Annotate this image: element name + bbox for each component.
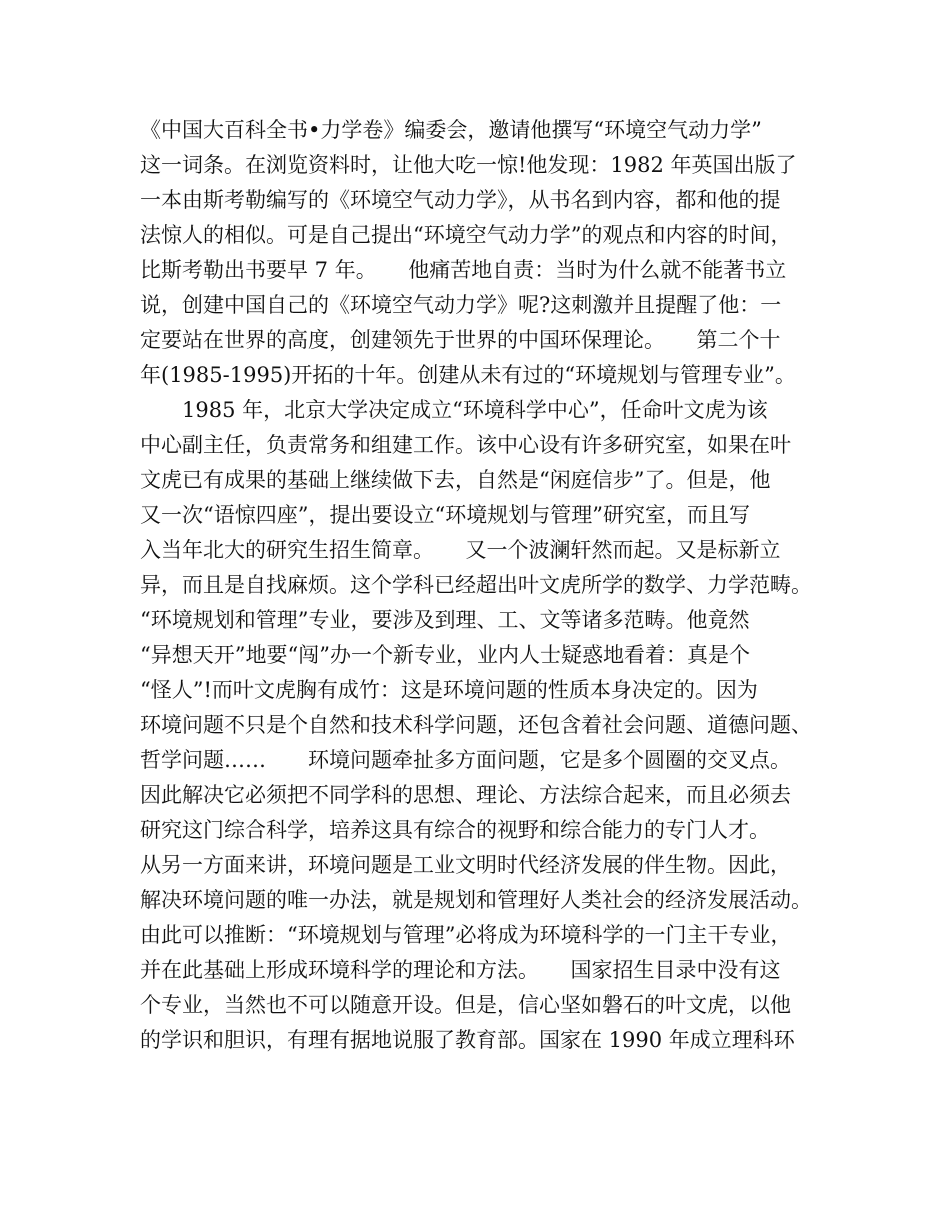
text-line: 并在此基础上形成环境科学的理论和方法。 国家招生目录中没有这 — [140, 958, 781, 982]
text-line: 入当年北大的研究生招生简章。 又一个波澜轩然而起。又是标新立 — [140, 538, 781, 562]
text-line: 定要站在世界的高度，创建领先于世界的中国环保理论。 第二个十 — [140, 328, 781, 352]
text-line: “环境规划和管理”专业，要涉及到理、工、文等诸多范畴。他竟然 — [140, 608, 750, 632]
text-line: 哲学问题…… 环境问题牵扯多方面问题，它是多个圆圈的交叉点。 — [140, 748, 791, 772]
text-line: 说，创建中国自己的《环境空气动力学》呢?这刺激并且提醒了他：一 — [140, 293, 782, 317]
text-line: 又一次“语惊四座”，提出要设立“环境规划与管理”研究室，而且写 — [140, 503, 750, 527]
text-line: 1985 年，北京大学决定成立“环境科学中心”，任命叶文虎为该 — [140, 398, 768, 422]
text-line: 法惊人的相似。可是自己提出“环境空气动力学”的观点和内容的时间， — [140, 223, 792, 247]
text-line: 环境问题不只是个自然和技术科学问题，还包含着社会问题、道德问题、 — [140, 713, 812, 737]
text-line: 从另一方面来讲，环境问题是工业文明时代经济发展的伴生物。因此， — [140, 853, 791, 877]
body-text — [140, 113, 830, 1058]
text-line: 个专业，当然也不可以随意开设。但是，信心坚如磐石的叶文虎，以他 — [140, 993, 791, 1017]
text-line: 异，而且是自找麻烦。这个学科已经超出叶文虎所学的数学、力学范畴。 — [140, 573, 812, 597]
text-line: 比斯考勒出书要早 7 年。 他痛苦地自责：当时为什么就不能著书立 — [140, 258, 787, 282]
text-line: 《中国大百科全书•力学卷》编委会，邀请他撰写“环境空气动力学” — [140, 118, 762, 142]
text-line: 由此可以推断：“环境规划与管理”必将成为环境科学的一门主干专业， — [140, 923, 792, 947]
text-line: 文虎已有成果的基础上继续做下去，自然是“闲庭信步”了。但是，他 — [140, 468, 771, 492]
text-line: 的学识和胆识，有理有据地说服了教育部。国家在 1990 年成立理科环 — [140, 1028, 795, 1052]
text-line: 解决环境问题的唯一办法，就是规划和管理好人类社会的经济发展活动。 — [140, 888, 812, 912]
text-line: 这一词条。在浏览资料时，让他大吃一惊!他发现：1982 年英国出版了 — [140, 153, 797, 177]
text-line: “怪人”!而叶文虎胸有成竹：这是环境问题的性质本身决定的。因为 — [140, 678, 758, 702]
text-line: “异想天开”地要“闯”办一个新专业，业内人士疑惑地看着：真是个 — [140, 643, 750, 667]
text-line: 研究这门综合科学，培养这具有综合的视野和综合能力的专门人才。 — [140, 818, 770, 842]
text-line: 中心副主任，负责常务和组建工作。该中心设有许多研究室，如果在叶 — [140, 433, 791, 457]
text-line: 一本由斯考勒编写的《环境空气动力学》，从书名到内容，都和他的提 — [140, 188, 781, 212]
text-line: 因此解决它必须把不同学科的思想、理论、方法综合起来，而且必须去 — [140, 783, 791, 807]
text-line: 年(1985-1995)开拓的十年。创建从未有过的“环境规划与管理专业”。 — [140, 363, 796, 387]
